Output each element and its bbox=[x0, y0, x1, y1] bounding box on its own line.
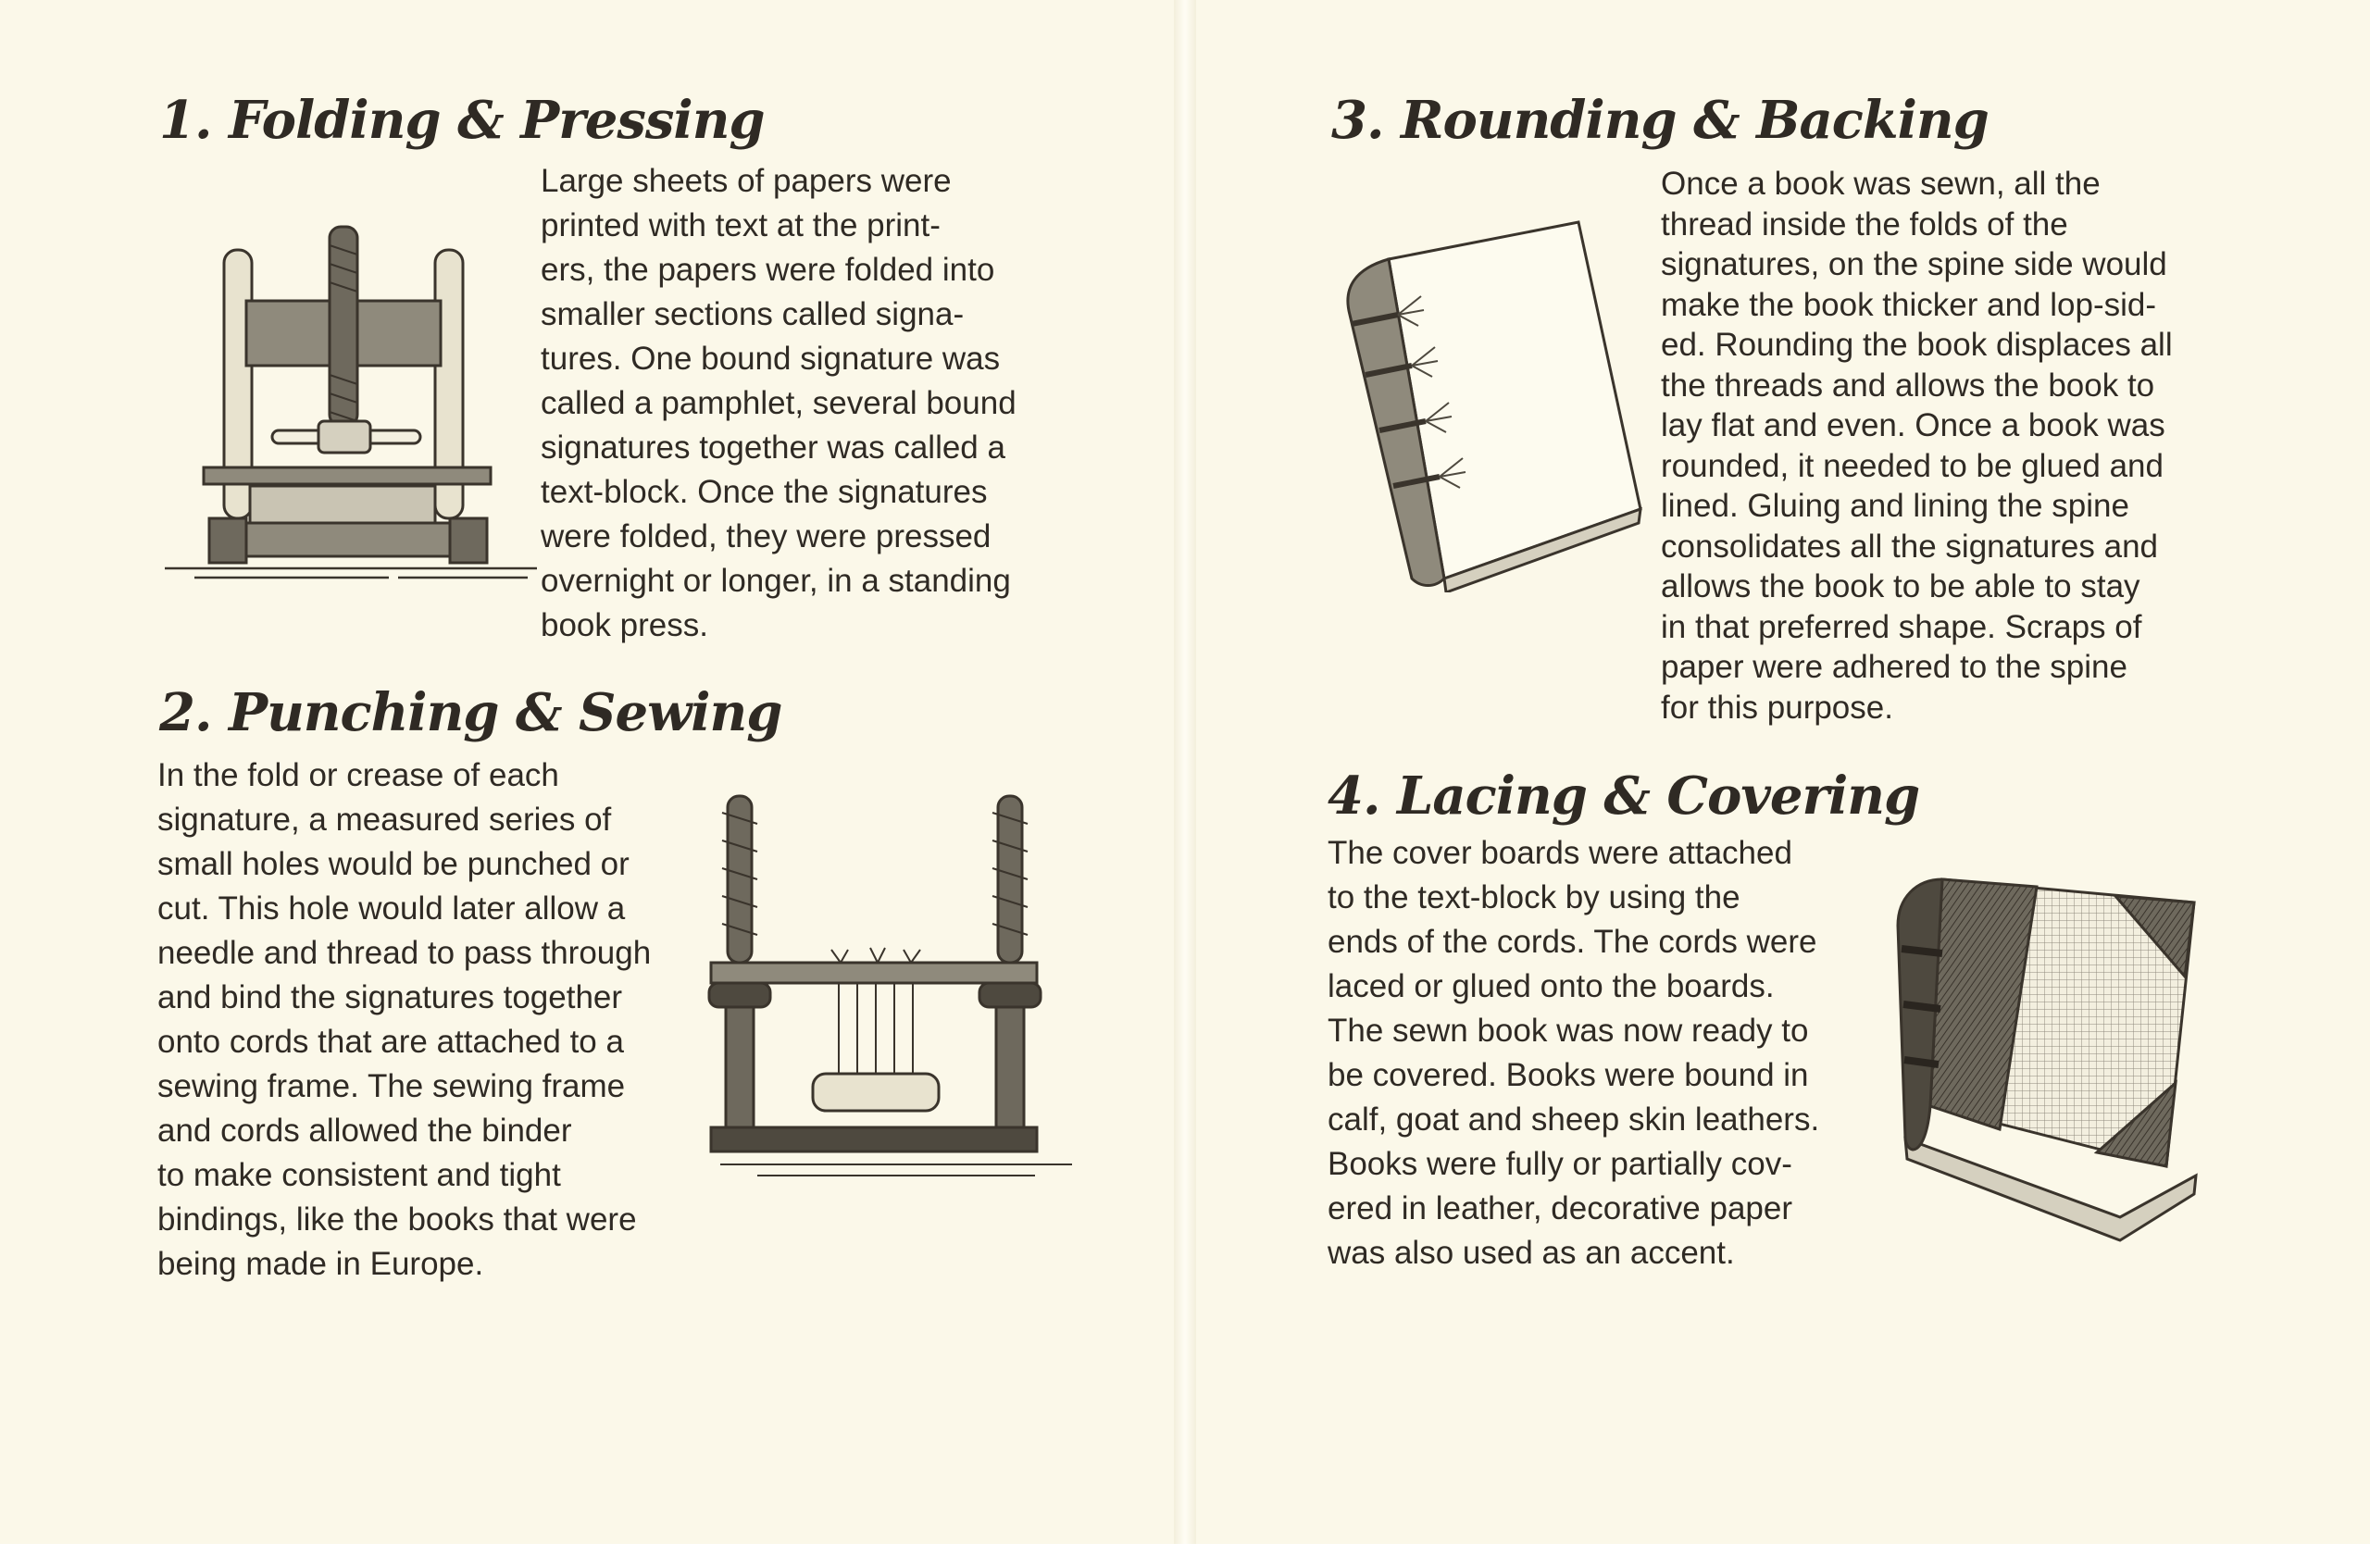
text-line: to the text-block by using the bbox=[1328, 879, 1740, 915]
text-line: ered in leather, decorative paper bbox=[1328, 1190, 1792, 1226]
text-line: being made in Europe. bbox=[157, 1246, 484, 1282]
text-line: book press. bbox=[541, 607, 708, 643]
text-line: cut. This hole would later allow a bbox=[157, 890, 626, 927]
text-line: smaller sections called signa- bbox=[541, 296, 965, 332]
covered-book-icon bbox=[1889, 861, 2203, 1250]
text-line: tures. One bound signature was bbox=[541, 341, 1001, 377]
section-3-body bbox=[1661, 164, 2173, 728]
text-line: laced or glued onto the boards. bbox=[1328, 968, 1775, 1004]
text-line: calf, goat and sheep skin leathers. bbox=[1328, 1101, 1820, 1138]
text-line: lined. Gluing and lining the spine bbox=[1661, 488, 2129, 524]
text-line: for this purpose. bbox=[1661, 689, 1893, 726]
text-line: in that preferred shape. Scraps of bbox=[1661, 608, 2142, 645]
text-line: to make consistent and tight bbox=[157, 1157, 561, 1193]
text-line: small holes would be punched or bbox=[157, 846, 630, 882]
text-line: signatures, on the spine side would bbox=[1661, 246, 2167, 282]
text-line: and cords allowed the binder bbox=[157, 1113, 572, 1149]
text-line: the threads and allows the book to bbox=[1661, 367, 2155, 404]
text-line: ends of the cords. The cords were bbox=[1328, 924, 1817, 960]
sewn-book-icon bbox=[1333, 213, 1648, 592]
section-2-body bbox=[157, 753, 651, 1287]
text-line: ed. Rounding the book displaces all bbox=[1661, 327, 2173, 363]
section-1-heading: 1. Folding & Pressing bbox=[159, 90, 765, 151]
sewing-frame-icon bbox=[702, 787, 1081, 1185]
text-line: were folded, they were pressed bbox=[541, 518, 992, 554]
text-line: was also used as an accent. bbox=[1328, 1235, 1735, 1271]
text-line: called a pamphlet, several bound bbox=[541, 385, 1017, 421]
text-line: The sewn book was now ready to bbox=[1328, 1013, 1809, 1049]
text-line: make the book thicker and lop-sid- bbox=[1661, 286, 2156, 323]
section-4-heading: 4. Lacing & Covering bbox=[1328, 765, 1920, 827]
section-1-body bbox=[541, 159, 1017, 648]
text-line: Books were fully or partially cov- bbox=[1328, 1146, 1792, 1182]
text-line: be covered. Books were bound in bbox=[1328, 1057, 1809, 1093]
book-press-icon bbox=[157, 222, 546, 592]
text-line: Once a book was sewn, all the bbox=[1661, 166, 2101, 202]
text-line: signature, a measured series of bbox=[157, 802, 612, 838]
text-line: ers, the papers were folded into bbox=[541, 252, 995, 288]
text-line: needle and thread to pass through bbox=[157, 935, 652, 971]
text-line: and bind the signatures together bbox=[157, 979, 623, 1015]
text-line: overnight or longer, in a standing bbox=[541, 563, 1011, 599]
section-4-body bbox=[1328, 831, 1819, 1276]
text-line: onto cords that are attached to a bbox=[157, 1024, 624, 1060]
text-line: printed with text at the print- bbox=[541, 207, 941, 243]
text-line: thread inside the folds of the bbox=[1661, 205, 2068, 243]
text-line: The cover boards were attached bbox=[1328, 835, 1792, 871]
text-line: sewing frame. The sewing frame bbox=[157, 1068, 626, 1104]
section-2-heading: 2. Punching & Sewing bbox=[159, 682, 782, 743]
section-3-heading: 3. Rounding & Backing bbox=[1331, 90, 1989, 151]
book-gutter bbox=[1174, 0, 1196, 1544]
text-line: lay flat and even. Once a book was bbox=[1661, 407, 2165, 443]
text-line: paper were adhered to the spine bbox=[1661, 649, 2127, 685]
text-line: consolidates all the signatures and bbox=[1661, 528, 2159, 565]
text-line: bindings, like the books that were bbox=[157, 1201, 637, 1238]
text-line: text-block. Once the signatures bbox=[541, 474, 988, 510]
text-line: allows the book to be able to stay bbox=[1661, 568, 2140, 604]
text-line: rounded, it needed to be glued and bbox=[1661, 447, 2164, 484]
text-line: signatures together was called a bbox=[541, 429, 1005, 466]
text-line: In the fold or crease of each bbox=[157, 757, 559, 793]
text-line: Large sheets of papers were bbox=[541, 163, 952, 199]
